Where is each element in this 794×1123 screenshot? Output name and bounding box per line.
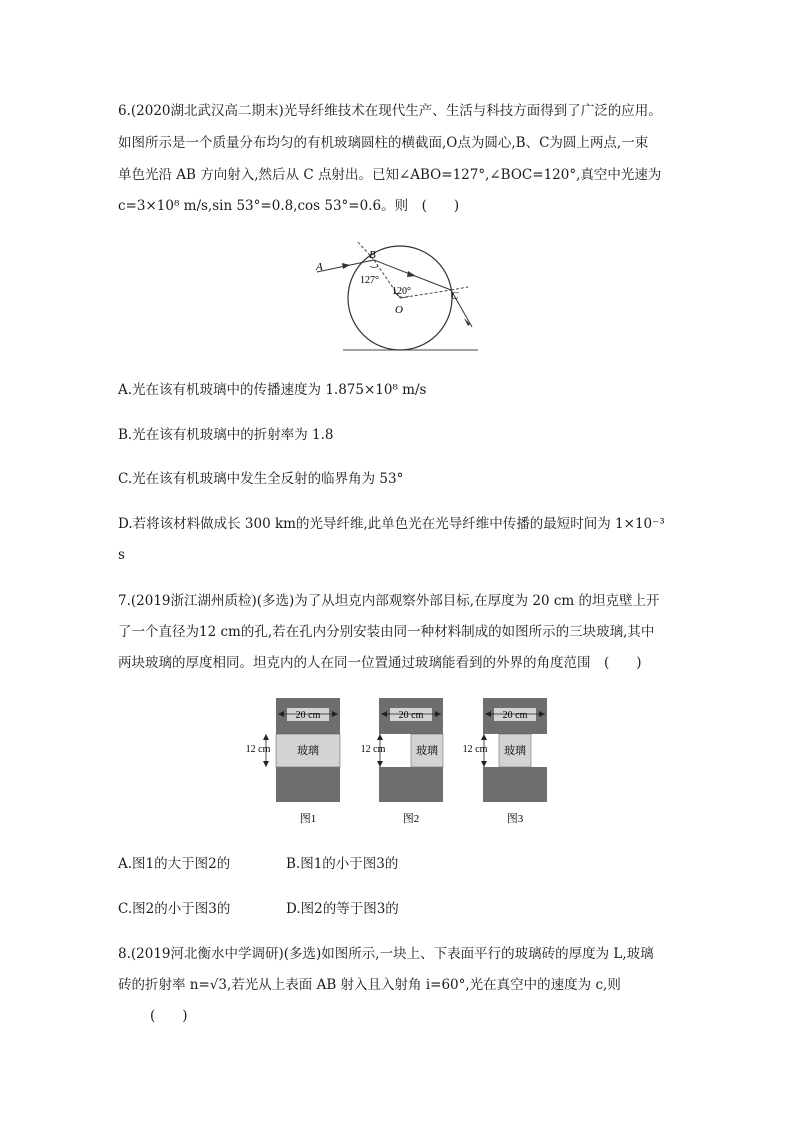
- q6-option-d-cont: s: [118, 547, 125, 563]
- label-o: O: [395, 304, 403, 316]
- angle-abo-label: 127°: [360, 275, 379, 286]
- figure-3-caption: 图3: [506, 813, 524, 825]
- q7-figure-2: [345, 693, 465, 828]
- q6-option-a: A.光在该有机玻璃中的传播速度为 1.875×10⁸ m/s: [118, 382, 427, 398]
- width-label: 20 cm: [502, 710, 528, 721]
- label-b: B: [369, 249, 376, 261]
- q6-option-b: B.光在该有机玻璃中的折射率为 1.8: [118, 427, 334, 443]
- angle-boc-label: 120°: [392, 286, 411, 297]
- q6-line-4: c=3×10⁸ m/s,sin 53°=0.8,cos 53°=0.6。则 ( ): [118, 198, 460, 214]
- hole-label: 12 cm: [245, 744, 271, 755]
- q7-option-d: D.图2的等于图3的: [286, 901, 399, 917]
- q8-line-1: 8.(2019河北衡水中学调研)(多选)如图所示,一块上、下表面平行的玻璃砖的厚度为 L,玻璃: [118, 946, 654, 962]
- glass-label: 玻璃: [504, 745, 526, 757]
- label-a: A: [316, 261, 323, 273]
- q7-line-3: 两块玻璃的厚度相同。坦克内的人在同一位置通过玻璃能看到的外界的角度范围 ( ): [118, 655, 642, 671]
- figure-1-caption: 图1: [299, 813, 317, 825]
- q6-option-c: C.光在该有机玻璃中发生全反射的临界角为 53°: [118, 471, 404, 487]
- q6-circle-figure: [300, 240, 500, 355]
- label-c: C: [451, 290, 459, 302]
- q7-figure-1: [240, 693, 360, 828]
- width-label: 20 cm: [398, 710, 424, 721]
- glass-label: 玻璃: [297, 745, 319, 757]
- figure-2-caption: 图2: [402, 813, 420, 825]
- q7-figure-3: [450, 693, 570, 828]
- width-label: 20 cm: [295, 710, 321, 721]
- q6-line-2: 如图所示是一个质量分布均匀的有机玻璃圆柱的横截面,O点为圆心,B、C为圆上两点,一束: [118, 135, 649, 151]
- q6-line-1: 6.(2020湖北武汉高二期末)光导纤维技术在现代生产、生活与科技方面得到了广泛的应用。: [118, 103, 662, 119]
- hole-label: 12 cm: [360, 744, 386, 755]
- hole-label: 12 cm: [462, 744, 488, 755]
- q8-line-2: 砖的折射率 n=√3,若光从上表面 AB 射入且入射角 i=60°,光在真空中的速度为 c,则: [118, 977, 621, 993]
- q7-line-1: 7.(2019浙江湖州质检)(多选)为了从坦克内部观察外部目标,在厚度为 20 cm 的坦克壁上开: [118, 593, 660, 609]
- q7-option-b: B.图1的小于图3的: [286, 856, 399, 872]
- q7-option-c: C.图2的小于图3的: [118, 901, 231, 917]
- q7-line-2: 了一个直径为12 cm的孔,若在孔内分别安装由同一种材料制成的如图所示的三块玻璃,其中: [118, 624, 655, 640]
- glass-label: 玻璃: [416, 745, 438, 757]
- q7-option-a: A.图1的大于图2的: [118, 856, 231, 872]
- q6-line-3: 单色光沿 AB 方向射入,然后从 C 点射出。已知∠ABO=127°,∠BOC=120°,真空中光速为: [118, 167, 662, 183]
- q6-option-d: D.若将该材料做成长 300 km的光导纤维,此单色光在光导纤维中传播的最短时间为 1×10⁻³: [118, 516, 665, 532]
- q8-line-3: ( ): [150, 1008, 188, 1024]
